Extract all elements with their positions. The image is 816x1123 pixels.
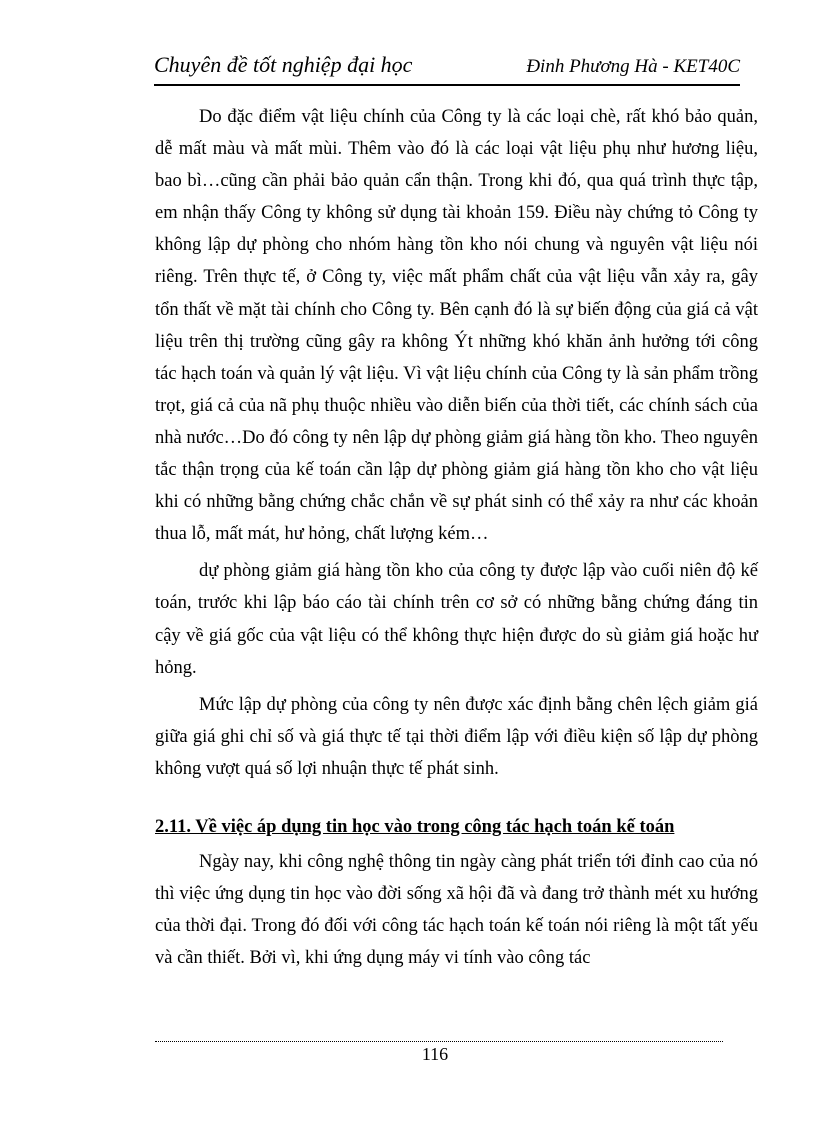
paragraph-provision-timing: dự phòng giảm giá hàng tồn kho của công ty được lập vào cuối niên độ kế toán, trước khi lập báo cáo tài chính trên cơ sở có những bằng chứng đáng tin cậy về giá gốc của vật liệu có thể không thực hiện được do sù giảm giá hoặc hư hỏng. [155,561,758,678]
header-author: Đinh Phương Hà - KET40C [526,56,740,77]
footer-divider [155,1041,723,1042]
paragraph-it-application: Ngày nay, khi công nghệ thông tin ngày càng phát triển tới đỉnh cao của nó thì việc ứng dụng tin học vào đời sống xã hội đã và đang trở thành mét xu hướng của thời đại. Trong đó đối với công tác hạch toán kế toán nói riêng là một tất yếu và cần thiết. Bởi vì, khi ứng dụng máy vi tính vào công tác [155,852,758,969]
paragraph-provision-amount: Mức lập dự phòng của công ty nên được xác định bằng chên lệch giảm giá giữa giá ghi chỉ số và giá thực tế tại thời điểm lập với điều kiện số lập dự phòng không vượt quá số lợi nhuận thực tế phát sinh. [155,694,758,779]
body-text [155,101,758,974]
section-heading: 2.11. Về việc áp dụng tin học vào trong công tác hạch toán kế toán [155,816,675,837]
page-header [154,50,740,86]
page-number: 116 [421,1044,449,1064]
paragraph-provision-rationale: Do đặc điểm vật liệu chính của Công ty là các loại chè, rất khó bảo quản, dễ mất màu và mất mùi. Thêm vào đó là các loại vật liệu phụ như hương liệu, bao bì…cũng cần phải bảo quản cẩn thận. Trong khi đó, qua quá trình thực tập, em nhận thấy Công ty không sử dụng tài khoản 159. Điều này chứng tỏ Công ty không lập dự phòng cho nhóm hàng tồn kho nói chung và nguyên vật liệu nói riêng. Trên thực tế, ở Công ty, việc mất phẩm chất của vật liệu vẫn xảy ra, gây tổn thất về mặt tài chính cho Công ty. Bên cạnh đó là sự biến động của giá cả vật liệu trên thị trường cũng gây ra không Ýt những khó khăn ảnh hưởng tới công tác hạch toán và quản lý vật liệu. Vì vật liệu chính của Công ty là sản phẩm trồng trọt, giá cả của nã phụ thuộc nhiều vào diễn biến của thời tiết, các chính sách của nhà nước…Do đó công ty nên lập dự phòng giảm giá hàng tồn kho. Theo nguyên tắc thận trọng của kế toán cần lập dự phòng giảm giá hàng tồn kho cho vật liệu khi có những bằng chứng chắc chắn về sự phát sinh có thể xảy ra như các khoản thua lỗ, mất mát, hư hỏng, chất lượng kém… [155,107,758,545]
header-document-title: Chuyên đề tốt nghiệp đại học [154,52,413,77]
